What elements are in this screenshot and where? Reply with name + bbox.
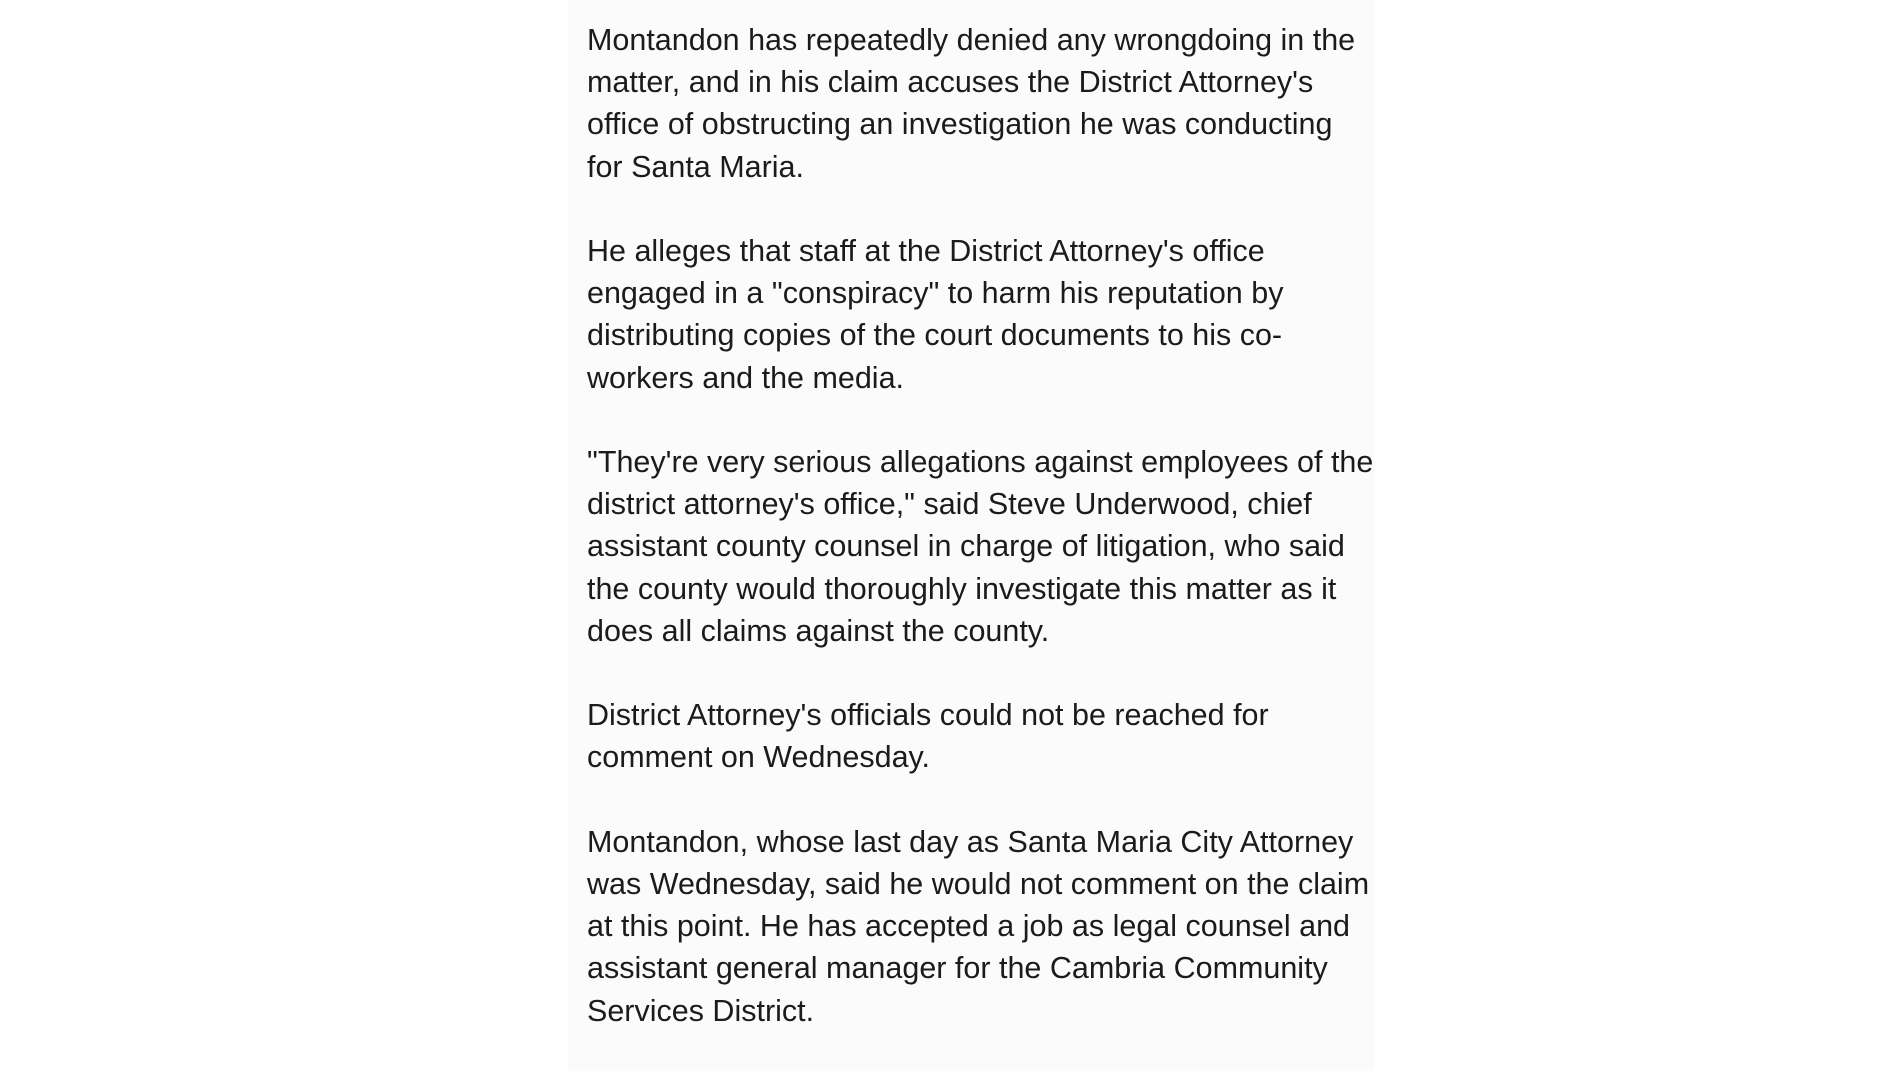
text-line: workers and the media. xyxy=(587,360,905,395)
text-line: assistant general manager for the Cambria Community xyxy=(587,951,1328,986)
paragraph-quote xyxy=(587,441,1377,652)
article-body xyxy=(587,19,1377,1071)
text-line: engaged in a "conspiracy" to harm his reputation by xyxy=(587,276,1284,311)
paragraph-allegation xyxy=(587,230,1377,399)
paragraph-denial xyxy=(587,19,1377,188)
text-line: District Attorney's officials could not be reached for xyxy=(587,698,1269,733)
text-line: does all claims against the county. xyxy=(587,613,1050,648)
text-line: "They're very serious allegations against employees of the xyxy=(587,445,1374,479)
text-line: Montandon, whose last day as Santa Maria City Attorney xyxy=(587,824,1354,859)
paragraph-new-job xyxy=(587,821,1377,1032)
text-line: was Wednesday, said he would not comment on the claim xyxy=(587,867,1370,901)
text-line: Montandon has repeatedly denied any wrongdoing in the xyxy=(587,23,1356,57)
text-line: comment on Wednesday. xyxy=(587,740,931,775)
text-line: district attorney's office," said Steve Underwood, chief xyxy=(587,487,1312,522)
text-line: He alleges that staff at the District Attorney's office xyxy=(587,234,1265,268)
text-line: distributing copies of the court documents to his co- xyxy=(587,318,1283,353)
text-line: at this point. He has accepted a job as legal counsel and xyxy=(587,909,1351,944)
text-line: the county would thoroughly investigate this matter as it xyxy=(587,571,1337,606)
text-line: matter, and in his claim accuses the District Attorney's xyxy=(587,65,1314,100)
text-line: for Santa Maria. xyxy=(587,149,804,184)
text-line: office of obstructing an investigation he was conducting xyxy=(587,107,1333,142)
text-line: assistant county counsel in charge of litigation, who said xyxy=(587,529,1345,564)
paragraph-no-comment xyxy=(587,694,1377,778)
text-line: Services District. xyxy=(587,993,815,1028)
